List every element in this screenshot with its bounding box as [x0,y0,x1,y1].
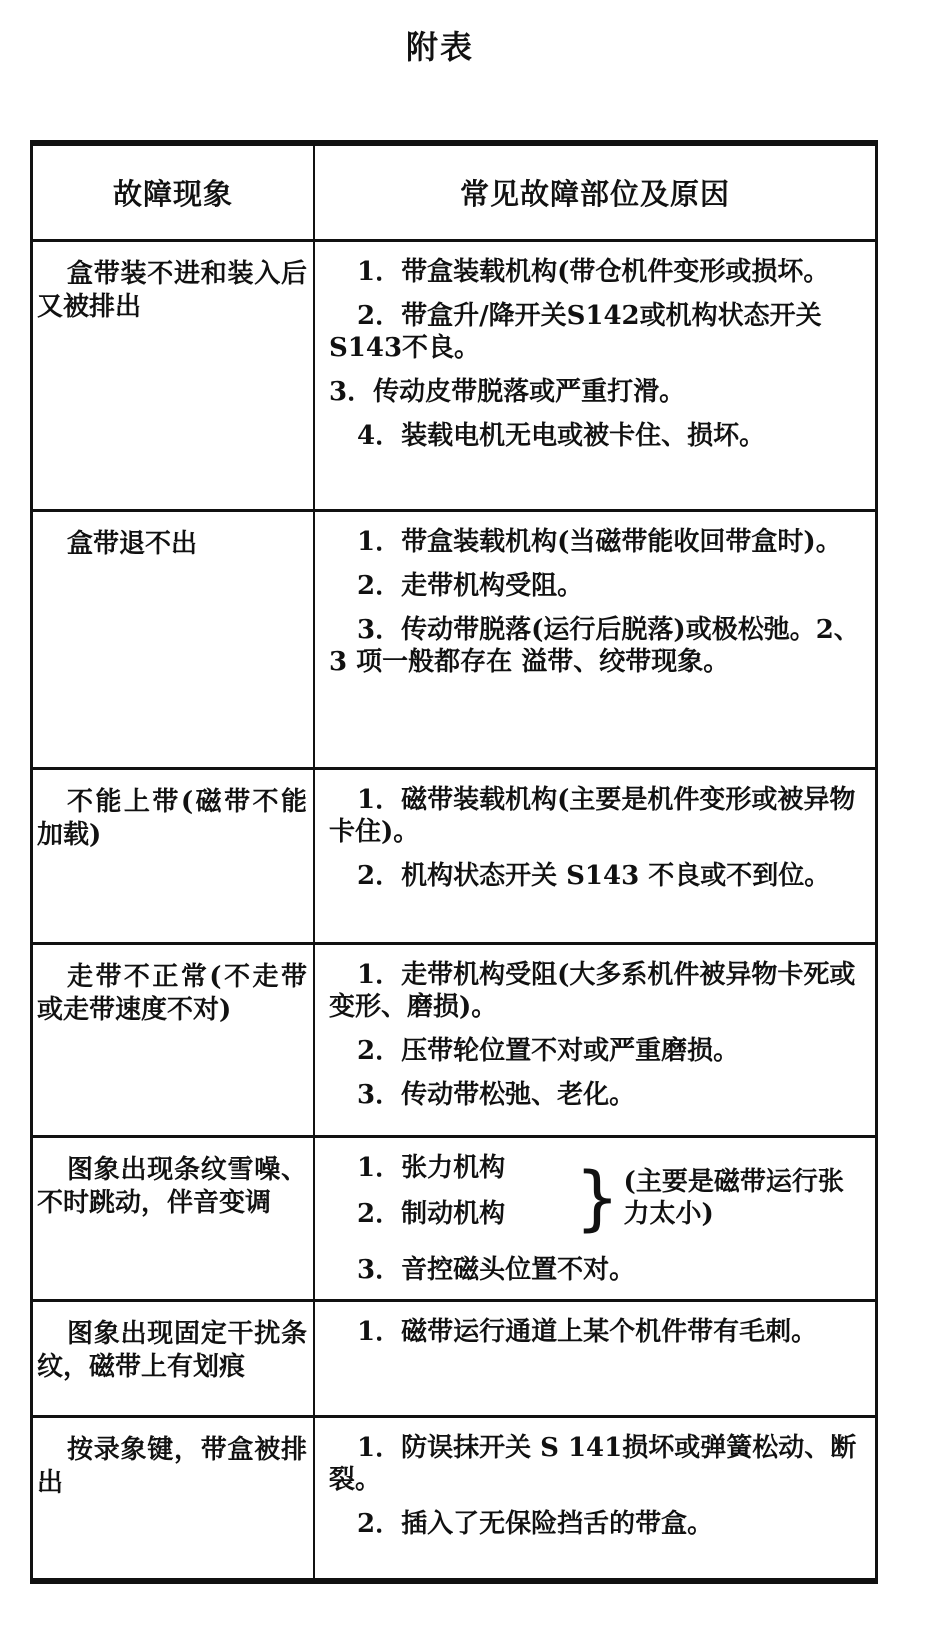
causes-cell [315,242,875,509]
cause-item: 1．磁带装载机构(主要是机件变形或被异物卡住)。 [329,785,856,847]
causes-cell [315,945,875,1135]
cause-item: 2．压带轮位置不对或严重磨损。 [357,1036,740,1066]
table-row [33,1138,875,1302]
cause-item: 3．音控磁头位置不对。 [357,1255,636,1285]
cause-item: 1．走带机构受阻(大多系机件被异物卡死或变形、磨损)。 [329,960,856,1022]
cause-item: 3．传动带脱落(运行后脱落)或极松弛。2、3 项一般都存在 溢带、绞带现象。 [329,615,860,677]
brace-note: (主要是磁带运行张力太小) [623,1167,844,1229]
causes-cell [315,1418,875,1578]
brace-group [329,1152,867,1244]
causes-cell [315,1302,875,1415]
table-header [33,146,875,242]
page-title: 附表 [405,28,474,66]
table-row [33,1418,875,1578]
table-row [33,1302,875,1418]
cause-item: 3．传动带松弛、老化。 [357,1080,636,1110]
cause-item: 1．带盒装载机构(当磁带能收回带盒时)。 [357,527,842,557]
header-causes: 常见故障部位及原因 [459,177,730,211]
brace-items [329,1152,587,1244]
symptom-cell: 走带不正常(不走带或走带速度不对) [33,945,315,1135]
cause-item: 2．机构状态开关 S143 不良或不到位。 [357,861,831,891]
brace-symbol: } [575,1157,620,1239]
cause-item: 2．制动机构 [357,1199,506,1229]
symptom-cell: 图象出现固定干扰条纹，磁带上有划痕 [33,1302,315,1415]
symptom-cell: 不能上带(磁带不能加载) [33,770,315,942]
symptom-cell: 盒带装不进和装入后又被排出 [33,242,315,509]
cause-item: 3．传动皮带脱落或严重打滑。 [329,377,686,407]
cause-item: 2．带盒升/降开关S142或机构状态开关S143不良。 [329,301,822,363]
cause-item: 2．走带机构受阻。 [357,571,584,601]
table-row [33,242,875,512]
cause-item: 2．插入了无保险挡舌的带盒。 [357,1509,714,1539]
symptom-cell: 图象出现条纹雪噪、不时跳动，伴音变调 [33,1138,315,1299]
cause-item: 1．张力机构 [357,1153,506,1183]
table-row [33,512,875,770]
fault-table [30,140,878,1584]
cause-item: 1．带盒装载机构(带仓机件变形或损坏。 [357,257,830,287]
symptom-cell: 盒带退不出 [33,512,315,767]
symptom-cell: 按录象键，带盒被排出 [33,1418,315,1578]
causes-cell [315,1138,875,1299]
header-symptom: 故障现象 [33,146,315,239]
causes-cell [315,512,875,767]
cause-item: 1．磁带运行通道上某个机件带有毛刺。 [357,1317,818,1347]
table-row [33,945,875,1138]
table-row [33,770,875,945]
causes-cell [315,770,875,942]
cause-item: 4．装载电机无电或被卡住、损坏。 [357,421,766,451]
cause-item: 1．防误抹开关 S 141损坏或弹簧松动、断裂。 [329,1433,857,1495]
